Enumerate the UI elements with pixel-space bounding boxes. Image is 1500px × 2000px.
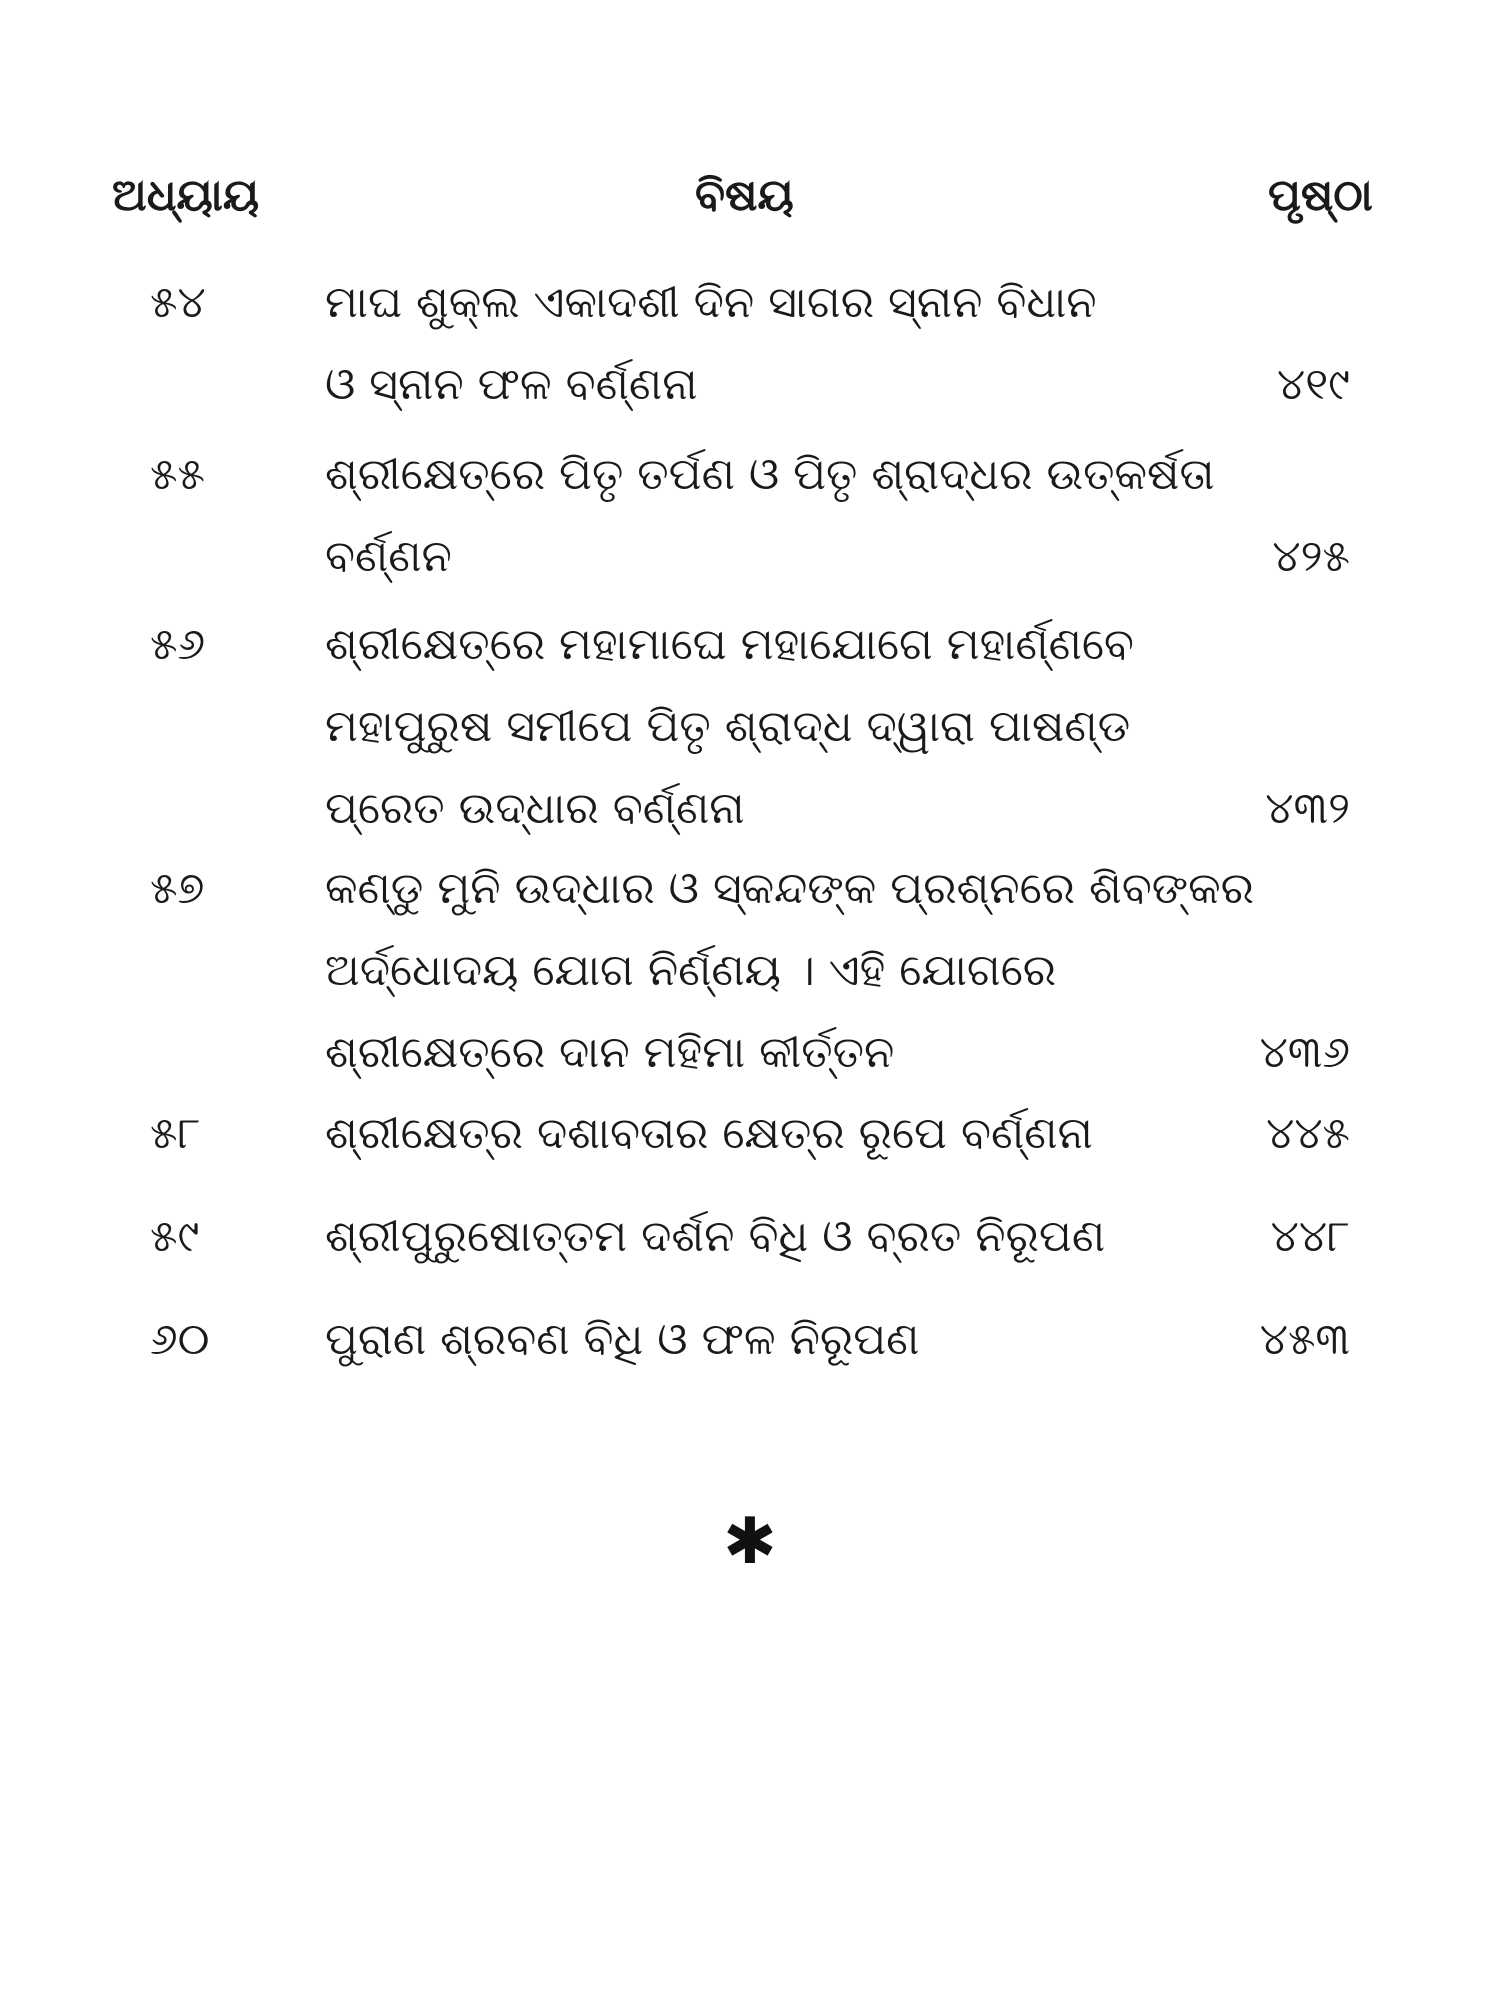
subject-line: ପ୍ରେତ ଉଦ୍ଧାର ବର୍ଣ୍ଣନା bbox=[325, 783, 745, 834]
page-number: ୪୩୨ bbox=[1265, 783, 1350, 834]
entry-subject bbox=[325, 848, 1255, 1094]
subject-line: ଶ୍ରୀକ୍ଷେତ୍ରେ ପିତୃ ତର୍ପଣ ଓ ପିତୃ ଶ୍ରାଦ୍ଧର ଉତ୍କର୍ଷତା bbox=[325, 449, 1215, 500]
subject-line: ଶ୍ରୀକ୍ଷେତ୍ର ଦଶାବତାର କ୍ଷେତ୍ର ରୂପେ ବର୍ଣ୍ଣନା bbox=[325, 1108, 1093, 1159]
entry-subject bbox=[325, 1093, 1205, 1175]
entry-subject bbox=[325, 604, 1205, 850]
chapter-number: ୫୭ bbox=[150, 863, 205, 914]
page-number: ୪୨୫ bbox=[1272, 531, 1350, 582]
chapter-number: ୫୬ bbox=[150, 619, 206, 670]
subject-line: ଅର୍ଦ୍ଧୋଦୟ ଯୋଗ ନିର୍ଣ୍ଣୟ । ଏହି ଯୋଗରେ bbox=[325, 945, 1057, 996]
page-number: ୪୩୬ bbox=[1259, 1027, 1350, 1078]
subject-line: ମାଘ ଶୁକ୍ଲ ଏକାଦଶୀ ଦିନ ସାଗର ସ୍ନାନ ବିଧାନ bbox=[325, 277, 1097, 328]
subject-line: ମହାପୁରୁଷ ସମୀପେ ପିତୃ ଶ୍ରାଦ୍ଧ ଦ୍ୱାରା ପାଷଣ୍ଡ bbox=[325, 701, 1131, 752]
subject-line: ବର୍ଣ୍ଣନ bbox=[325, 531, 452, 582]
toc-header bbox=[0, 170, 1500, 240]
header-subject: ବିଷୟ bbox=[695, 170, 794, 221]
header-chapter: ଅଧ୍ୟାୟ bbox=[112, 170, 260, 221]
chapter-number: ୫୪ bbox=[150, 277, 206, 328]
header-page: ପୃଷ୍ଠା bbox=[1268, 170, 1373, 221]
page-number: ୪୧୯ bbox=[1277, 359, 1350, 410]
subject-line: ଶ୍ରୀକ୍ଷେତ୍ରେ ମହାମାଘେ ମହାଯୋଗେ ମହାର୍ଣ୍ଣବେ bbox=[325, 619, 1134, 670]
chapter-number: ୫୫ bbox=[150, 449, 205, 500]
asterisk-ornament-icon: ✱ bbox=[723, 1505, 777, 1579]
chapter-number: ୫୮ bbox=[150, 1108, 201, 1159]
entry-subject bbox=[325, 1299, 1205, 1381]
page-number: ୪୪୫ bbox=[1266, 1108, 1350, 1159]
page-number: ୪୪୮ bbox=[1270, 1211, 1350, 1262]
page-number: ୪୫୩ bbox=[1259, 1314, 1350, 1365]
chapter-number: ୫୯ bbox=[150, 1211, 200, 1262]
subject-line: ଶ୍ରୀକ୍ଷେତ୍ରେ ଦାନ ମହିମା କୀର୍ତ୍ତନ bbox=[325, 1027, 895, 1078]
subject-line: ଶ୍ରୀପୁରୁଷୋତ୍ତମ ଦର୍ଶନ ବିଧି ଓ ବ୍ରତ ନିରୂପଣ bbox=[325, 1211, 1106, 1262]
chapter-number: ୬୦ bbox=[150, 1314, 210, 1365]
entry-subject bbox=[325, 262, 1205, 426]
subject-line: ଓ ସ୍ନାନ ଫଳ ବର୍ଣ୍ଣନା bbox=[325, 359, 698, 410]
entry-subject bbox=[325, 434, 1215, 598]
subject-line: ପୁରାଣ ଶ୍ରବଣ ବିଧି ଓ ଫଳ ନିରୂପଣ bbox=[325, 1314, 920, 1365]
entry-subject bbox=[325, 1196, 1205, 1278]
subject-line: କଣ୍ଡୁ ମୁନି ଉଦ୍ଧାର ଓ ସ୍କନ୍ଦଙ୍କ ପ୍ରଶ୍ନରେ ଶିବଙ୍କର bbox=[325, 863, 1255, 914]
